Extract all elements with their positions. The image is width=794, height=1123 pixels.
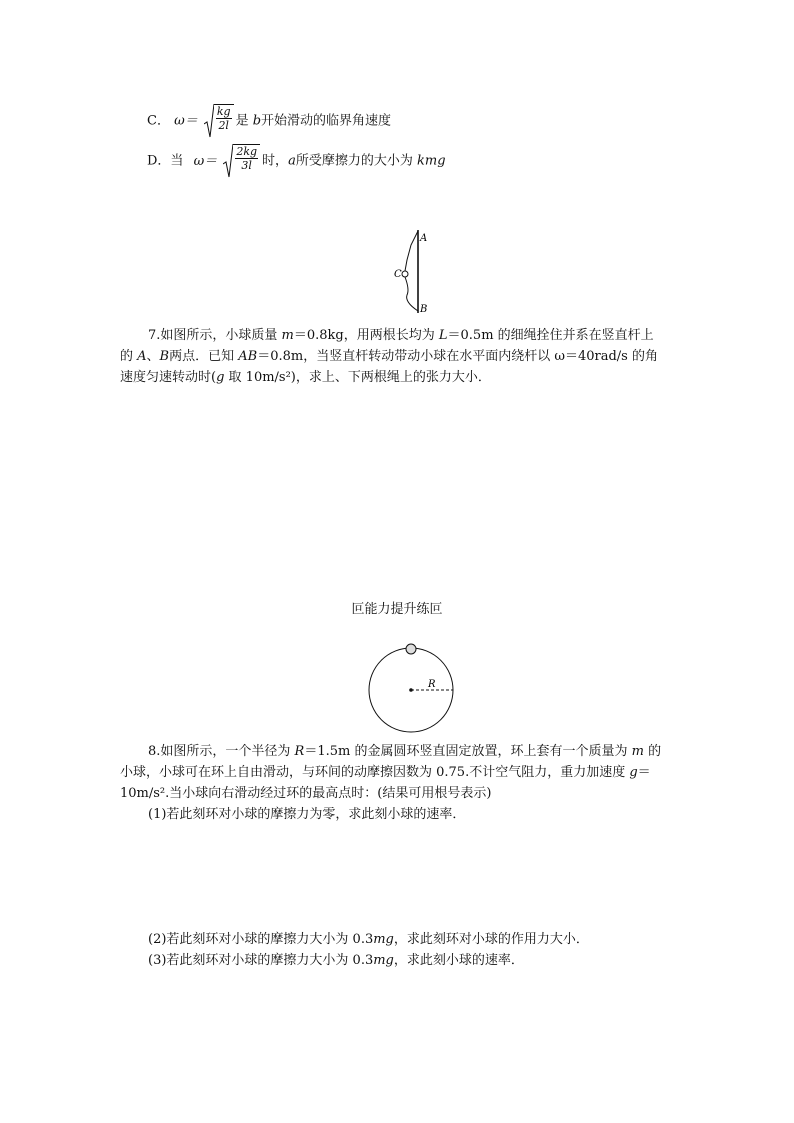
- small-ball: [406, 644, 416, 654]
- lower-string: [405, 277, 418, 311]
- q7-text: ＝0.8m，当竖直杆转动带动小球在水平面内绕杆以 ω＝40rad/s 的角: [257, 349, 658, 364]
- option-d-value: kmg: [416, 153, 446, 169]
- q8-sub1: (1)若此刻环对小球的摩擦力为零，求此刻小球的速率．: [148, 807, 466, 822]
- option-c-text: 是: [235, 113, 253, 129]
- option-d-text-mid: 所受摩擦力的大小为: [295, 153, 413, 169]
- q8-sub2-text: (2)若此刻环对小球的摩擦力大小为 0.3: [148, 932, 374, 947]
- q7-var-b: B: [159, 349, 170, 364]
- radical-sign-icon: [204, 104, 214, 138]
- upper-string: [405, 231, 418, 271]
- option-d-letter: D．当: [147, 153, 184, 169]
- fraction-numerator: 2kg: [236, 145, 258, 158]
- q7-text: 取 10m/s²)，求上、下两根绳上的张力大小．: [224, 370, 491, 385]
- ball: [402, 271, 408, 277]
- question-8-part2: [148, 929, 688, 971]
- q7-var-g: g: [216, 370, 225, 385]
- q8-sub2-mg: mg: [373, 932, 394, 947]
- sqrt-expression: [204, 104, 234, 138]
- label-a: A: [420, 233, 428, 244]
- figure-ring: [364, 640, 458, 734]
- q7-text: 的: [120, 349, 138, 364]
- q8-var-g: g: [629, 765, 638, 780]
- q7-text: ＝0.8kg，用两根长均为: [293, 328, 439, 343]
- option-d-text: 时，: [262, 153, 289, 169]
- q8-text: 的: [643, 744, 662, 759]
- sqrt-expression: [223, 144, 260, 178]
- option-c-var: b: [252, 113, 262, 129]
- option-d-var: a: [288, 153, 296, 169]
- q7-var-a: A: [137, 349, 147, 364]
- omega-symbol: ω＝: [174, 113, 198, 129]
- label-b: B: [420, 304, 428, 315]
- q7-text: ＝0.5m 的细绳拴住并系在竖直杆上: [447, 328, 654, 343]
- q8-text: ＝1.5m 的金属圆环竖直固定放置，环上套有一个质量为: [304, 744, 632, 759]
- q8-sub3-text: (3)若此刻环对小球的摩擦力大小为 0.3: [148, 953, 374, 968]
- option-c: [147, 104, 391, 134]
- fraction-numerator: kg: [216, 105, 231, 118]
- radical-sign-icon: [223, 144, 233, 178]
- q8-var-m: m: [631, 744, 644, 759]
- option-c-letter: C．: [147, 113, 170, 129]
- q8-line3: 10m/s².当小球向右滑动经过环的最高点时：(结果可用根号表示): [120, 786, 492, 801]
- q8-sub3-text: ，求此刻小球的速率．: [393, 953, 524, 968]
- fraction-denominator: 2l: [218, 119, 229, 132]
- q7-text: 、: [146, 349, 160, 364]
- q7-var-l: L: [438, 328, 448, 343]
- label-c: C: [394, 269, 402, 280]
- question-8: [120, 741, 690, 825]
- q7-text: 7.如图所示，小球质量: [148, 328, 282, 343]
- label-r: R: [428, 679, 436, 690]
- q7-text: 速度匀速转动时(: [120, 370, 217, 385]
- question-7: [120, 325, 680, 388]
- option-c-text-end: 开始滑动的临界角速度: [261, 113, 392, 129]
- figure-rod-ball: [385, 225, 435, 317]
- q8-var-r: R: [294, 744, 305, 759]
- q8-text: 小球，小球可在环上自由滑动，与环间的动摩擦因数为 0.75.不计空气阻力，重力加速度: [120, 765, 630, 780]
- omega-symbol: ω＝: [193, 153, 218, 169]
- q8-text: ＝: [637, 765, 651, 780]
- section-title: 叵能力提升练叵: [351, 602, 443, 617]
- q7-var-m: m: [281, 328, 294, 343]
- q8-text: 8.如图所示，一个半径为: [148, 744, 295, 759]
- q7-text: 两点．已知: [169, 349, 239, 364]
- q7-var-ab: AB: [238, 349, 258, 364]
- option-d: [147, 144, 446, 174]
- fraction-denominator: 3l: [241, 159, 252, 172]
- q8-sub3-mg: mg: [373, 953, 394, 968]
- q8-sub2-text: ，求此刻环对小球的作用力大小．: [393, 932, 589, 947]
